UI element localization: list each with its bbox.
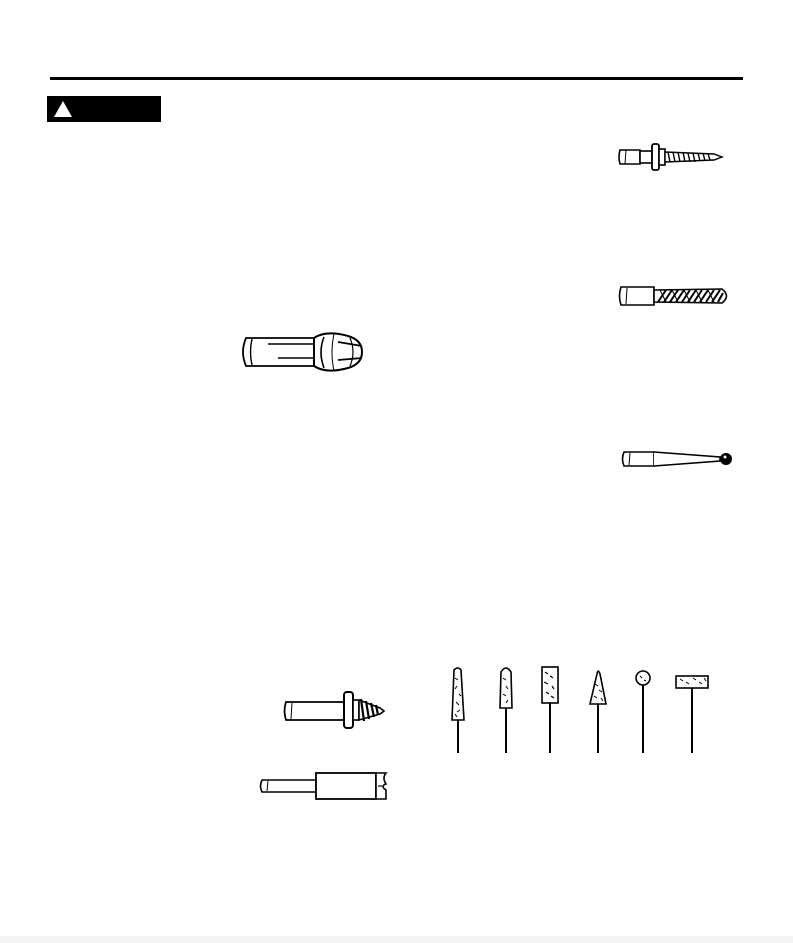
collet-illustration [238,328,366,376]
grinding-stone-ball [636,671,650,753]
warning-triangle-icon [53,100,73,118]
grinding-stone-cone [590,671,606,753]
warning-block [47,96,161,122]
grinding-stone-tapered-point [452,668,464,753]
grinding-stone-wheel [676,676,708,753]
grinding-stone-cylinder [542,667,558,753]
grinding-stone-tapered-rounded [500,668,512,753]
mandrel-sleeve-illustration [258,770,390,800]
ball-cutter-illustration [620,446,736,472]
page-bottom-edge [0,936,793,943]
header-rule [50,77,743,80]
cutter-bit-illustration [618,284,732,308]
grinding-stones-group [446,664,718,756]
screw-mandrel-illustration [618,140,726,174]
screw-mandrel-illustration-2 [282,690,386,730]
